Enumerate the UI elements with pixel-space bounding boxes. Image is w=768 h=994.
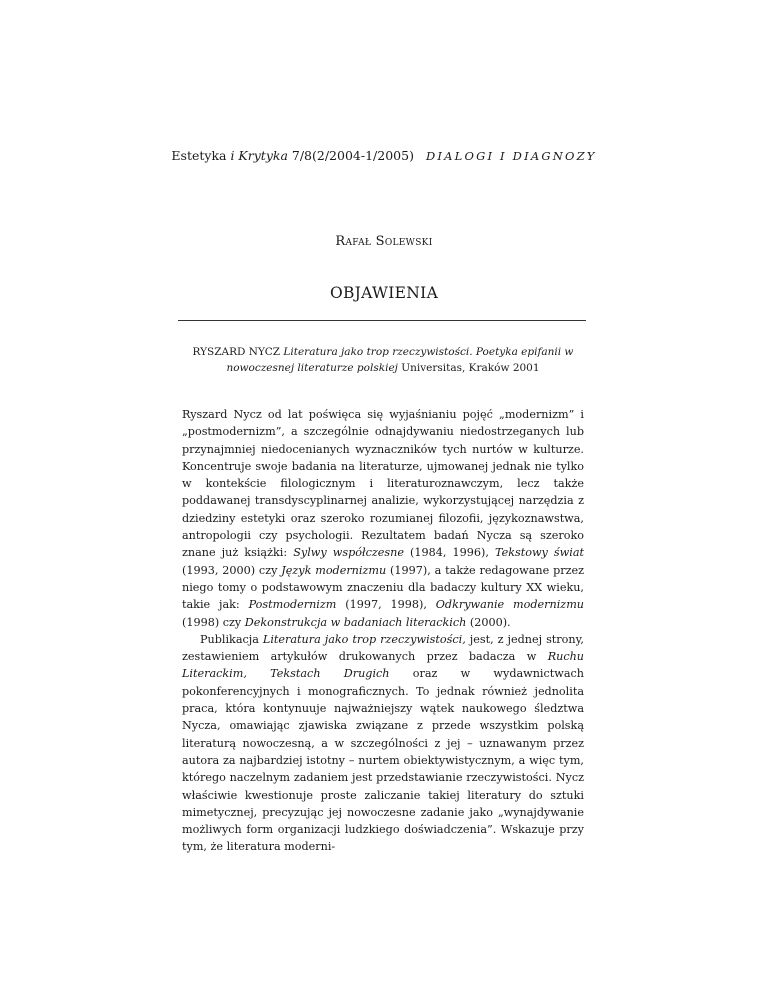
italic-text: Ruchu Literackim, Tekstach Drugich [182,650,584,681]
journal-name-italic: i Krytyka [230,148,288,163]
italic-text: Dekonstrukcja w badaniach literackich [244,615,467,629]
book-title: Literatura jako trop rzeczywistości. Poetyka epifanii w nowoczesnej literaturze polskiej [226,346,574,374]
journal-issue: 7/8(2/2004-1/2005) [287,148,414,163]
body-paragraph [182,631,584,856]
paragraph-text: (2000). [466,615,511,629]
body-paragraph [182,406,584,631]
paragraph-text: (1984, 1996), [403,546,495,560]
paragraph-text: Publikacja [200,632,263,646]
italic-text: Język modernizmu [281,563,387,577]
book-author: RYSZARD NYCZ [192,346,284,358]
article-body [182,406,584,856]
reviewed-book-citation [182,344,584,376]
italic-text: Odkrywanie modernizmu [435,598,585,612]
paragraph-text: oraz w wydawnictwach pokonferencyjnych i monograficznych. To jednak również jednolita praca, która kontynuuje najważniejszy wątek naukowego śledztwa Nycza, omawiając zjawiska związane z przede wszystkim polską literaturą nowoczesną, a w szczególności z jej – uznawanym przez autora za najbardziej istotny – nurtem obiektywistycznym, a więc tym, którego naczelnym zadaniem jest przedstawianie rzeczywistości. Nycz właściwie kwestionuje proste zaliczanie takiej literatury do sztuki mimetycznej, precyzując jej nowoczesne zadanie jako „wynajdywanie możliwych form organizacji ludzkiego doświadczenia”. Wskazuje przy tym, że literatura moderni- [182,667,584,854]
paragraph-text: jest, z jednej strony, zestawieniem artykułów drukowanych przez badacza w [182,632,584,664]
paragraph-text: (1993, 2000) czy [182,563,282,577]
article-author: Rafał Solewski [335,234,433,249]
running-head [0,148,768,163]
title-rule [178,320,586,321]
italic-text: Tekstowy świat [494,546,584,560]
italic-text: Literatura jako trop rzeczywistości, [262,632,466,646]
italic-text: Sylwy współczesne [293,546,404,560]
italic-text: Postmodernizm [248,598,337,612]
paragraph-text: (1997, 1998), [336,598,436,612]
paragraph-text: (1997), a także redagowane przez niego tomy o podstawowym znaczeniu dla badaczy kultury XX wieku, takie jak: [182,563,585,612]
book-publisher: Universitas, Kraków 2001 [397,362,540,374]
paragraph-text: (1998) czy [182,615,245,629]
section-name: DIALOGI I DIAGNOZY [425,149,597,163]
article-title: OBJAWIENIA [329,284,439,302]
paragraph-text: Ryszard Nycz od lat poświęca się wyjaśnianiu pojęć „modernizm” i „postmodernizm”, a szczególnie odnajdywaniu niedostrzeganych lub przynajmniej niedocenianych wyznaczników tych nurtów w kulturze. Koncentruje swoje badania na literaturze, ujmowanej jednak nie tylko w kontekście filologicznym i literaturoznawczym, lecz także poddawanej transdyscyplinarnej analizie, wykorzystującej narzędzia z dziedziny estetyki oraz szeroko rozumianej filozofii, językoznawstwa, antropologii czy psychologii. Rezultatem badań Nycza są szeroko znane już książki: [182,408,584,560]
journal-name: Estetyka [171,148,231,163]
